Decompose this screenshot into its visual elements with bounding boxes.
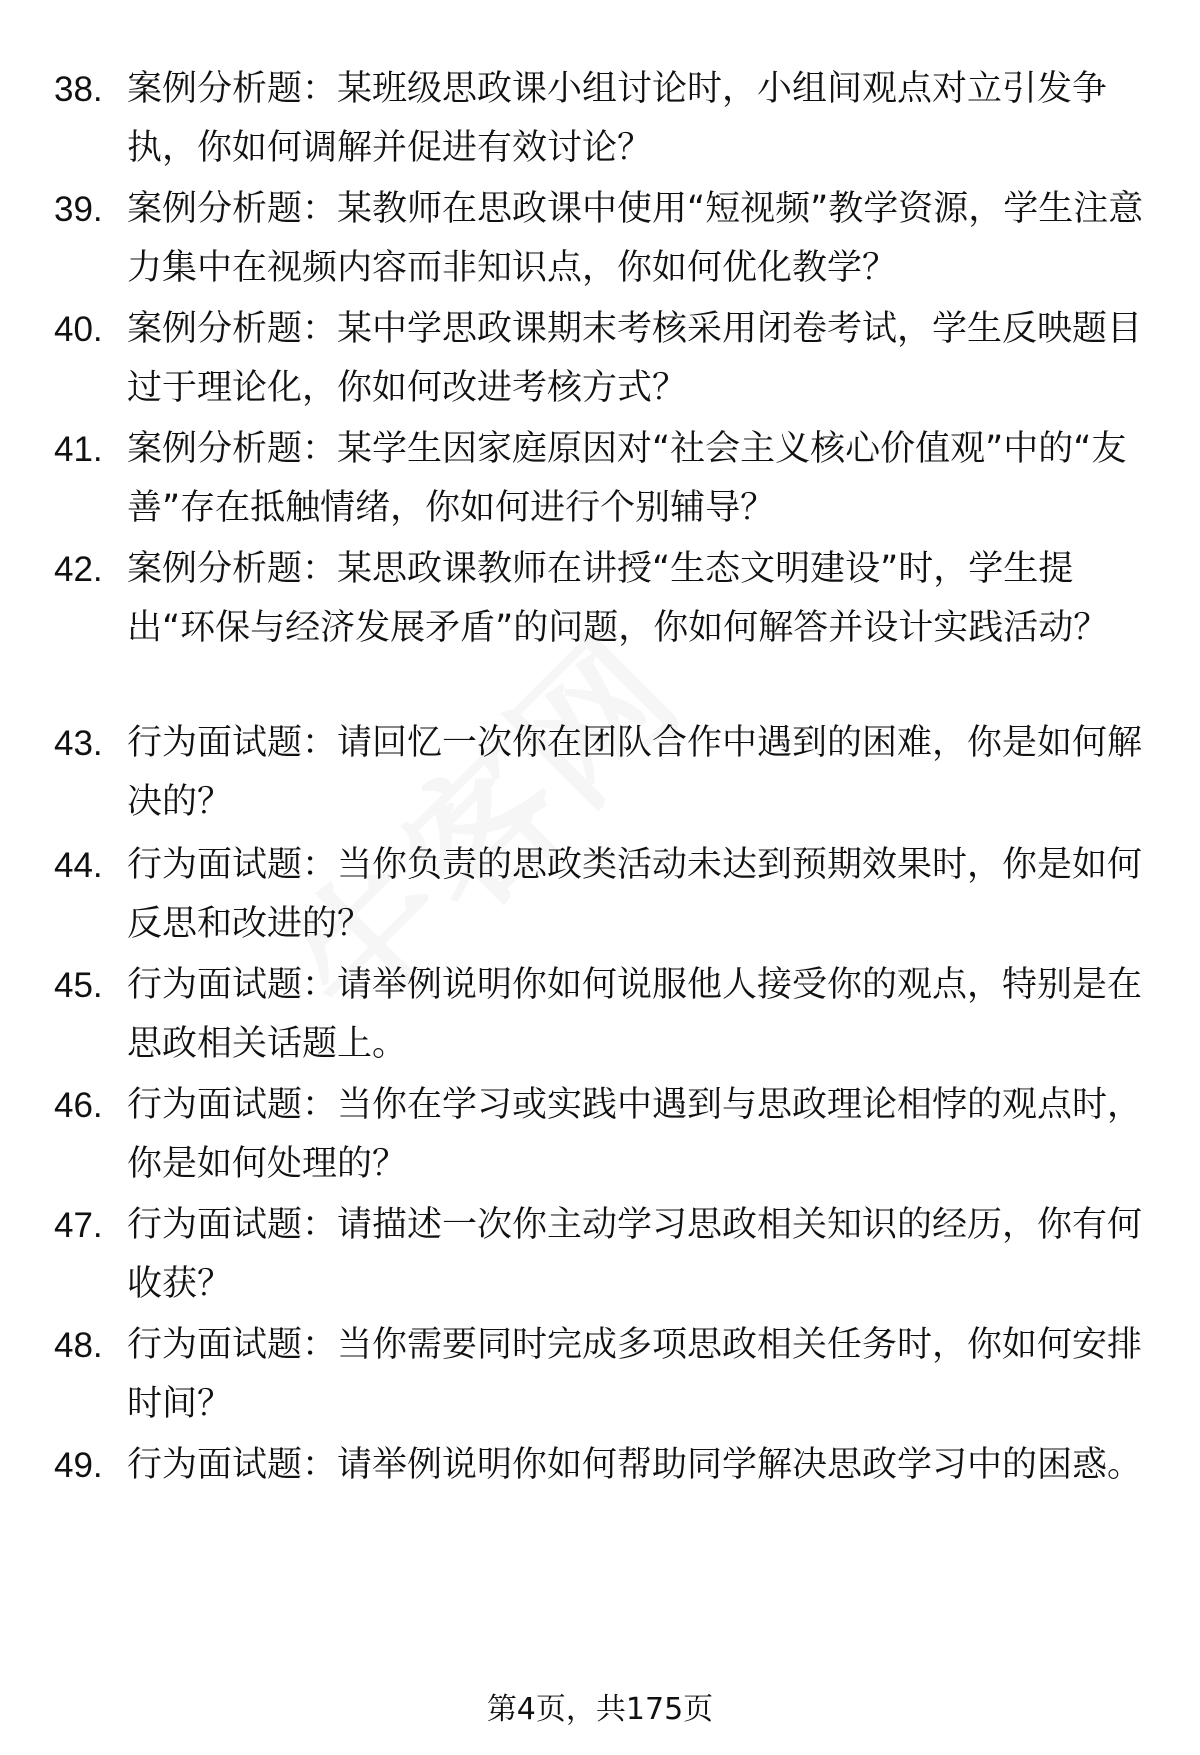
question-text: 行为面试题：请回忆一次你在团队合作中遇到的困难，你是如何解决的？ (127, 723, 1143, 822)
question-number: 43. (54, 724, 103, 763)
question-text: 行为面试题：当你需要同时完成多项思政相关任务时，你如何安排时间？ (127, 1325, 1143, 1424)
question-number: 40. (54, 310, 103, 349)
question-text: 案例分析题：某班级思政课小组讨论时，小组间观点对立引发争执，你如何调解并促进有效讨论？ (127, 69, 1108, 168)
question-number: 39. (54, 190, 103, 229)
question-number: 42. (54, 550, 103, 589)
question-text: 行为面试题：请举例说明你如何帮助同学解决思政学习中的困惑。 (127, 1445, 1143, 1485)
question-text: 行为面试题：当你负责的思政类活动未达到预期效果时，你是如何反思和改进的？ (127, 845, 1143, 944)
question-text: 案例分析题：某中学思政课期末考核采用闭卷考试，学生反映题目过于理论化，你如何改进考核方式？ (127, 309, 1143, 408)
question-number: 38. (54, 70, 103, 109)
question-number: 45. (54, 966, 103, 1005)
question-number: 46. (54, 1086, 103, 1125)
question-number: 47. (54, 1206, 103, 1245)
question-text: 案例分析题：某学生因家庭原因对“社会主义核心价值观”中的“友善”存在抵触情绪，你如何进行个别辅导？ (127, 429, 1127, 528)
question-text: 行为面试题：请描述一次你主动学习思政相关知识的经历，你有何收获？ (127, 1205, 1143, 1304)
question-text: 行为面试题：当你在学习或实践中遇到与思政理论相悖的观点时，你是如何处理的？ (127, 1085, 1143, 1184)
question-text: 行为面试题：请举例说明你如何说服他人接受你的观点，特别是在思政相关话题上。 (127, 965, 1143, 1064)
question-number: 48. (54, 1326, 103, 1365)
question-text: 案例分析题：某思政课教师在讲授“生态文明建设”时，学生提出“环保与经济发展矛盾”的问题，你如何解答并设计实践活动？ (127, 549, 1109, 648)
question-number: 49. (54, 1446, 103, 1485)
question-text: 案例分析题：某教师在思政课中使用“短视频”教学资源，学生注意力集中在视频内容而非知识点，你如何优化教学？ (127, 189, 1144, 288)
page-footer: 第4页，共175页 (486, 1692, 714, 1727)
question-number: 41. (54, 430, 103, 469)
question-number: 44. (54, 846, 103, 885)
